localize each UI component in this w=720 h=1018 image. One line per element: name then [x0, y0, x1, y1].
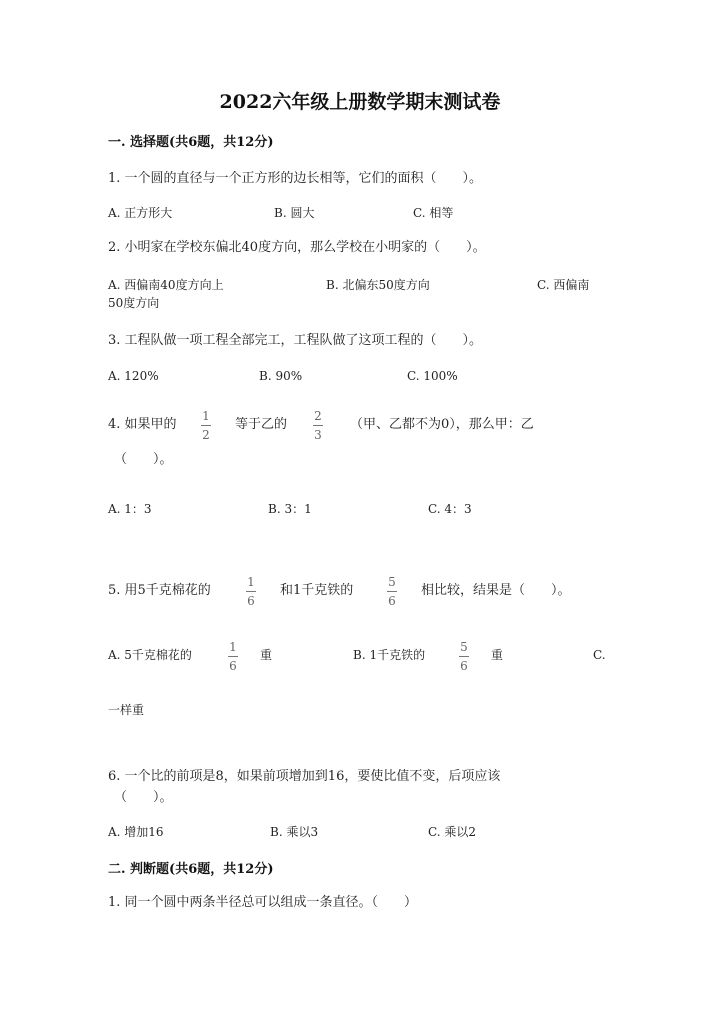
fraction-denominator: 2: [202, 428, 210, 442]
question-4-part-2: 等于乙的: [235, 417, 288, 432]
q2-option-c: C. 西偏南: [537, 278, 590, 292]
q5-fraction-2: [387, 576, 397, 607]
fraction-numerator: 1: [247, 575, 255, 589]
question-3: 3. 工程队做一项工程全部完工，工程队做了这项工程的（ ）。: [108, 333, 483, 348]
section-heading-choice: 一. 选择题(共6题，共12分): [108, 135, 274, 150]
q5-option-a-part-1: A. 5千克棉花的: [108, 648, 192, 662]
q4-option-b: B. 3：1: [268, 502, 312, 516]
judgement-question-1: 1. 同一个圆中两条半径总可以组成一条直径。（ ）: [108, 895, 418, 910]
question-4-part-3: （甲、乙都不为0），那么甲：乙: [350, 417, 534, 432]
q3-option-a: A. 120%: [108, 369, 159, 383]
fraction-numerator: 5: [388, 575, 396, 589]
q5-option-b-part-2: 重: [491, 648, 504, 662]
q4-option-c: C. 4：3: [428, 502, 472, 516]
question-5-part-2: 和1千克铁的: [280, 583, 354, 598]
q5-option-a-fraction: [228, 641, 238, 672]
q3-option-b: B. 90%: [259, 369, 303, 383]
page-title: 2022六年级上册数学期末测试卷: [219, 91, 501, 113]
fraction-numerator: 1: [202, 409, 210, 423]
q2-option-b: B. 北偏东50度方向: [326, 278, 430, 292]
q1-option-c: C. 相等: [413, 206, 454, 220]
q2-option-a: A. 西偏南40度方向上: [108, 278, 224, 292]
q4-option-a: A. 1：3: [108, 502, 152, 516]
q5-fraction-1: [246, 576, 256, 607]
q6-option-a: A. 增加16: [108, 825, 164, 839]
question-5-part-1: 5. 用5千克棉花的: [108, 583, 211, 598]
question-2: 2. 小明家在学校东偏北40度方向，那么学校在小明家的（ ）。: [108, 240, 486, 255]
fraction-denominator: 6: [247, 594, 255, 608]
question-6-continued: （ ）。: [114, 790, 173, 805]
q1-option-a: A. 正方形大: [108, 206, 173, 220]
question-1: 1. 一个圆的直径与一个正方形的边长相等，它们的面积（ ）。: [108, 171, 483, 186]
question-6: 6. 一个比的前项是8，如果前项增加到16，要使比值不变，后项应该: [108, 769, 501, 784]
section-heading-judgement: 二. 判断题(共6题，共12分): [108, 862, 274, 877]
fraction-numerator: 1: [229, 640, 237, 654]
q3-option-c: C. 100%: [407, 369, 458, 383]
q5-option-a-part-2: 重: [260, 648, 273, 662]
q1-option-b: B. 圆大: [274, 206, 315, 220]
q6-option-c: C. 乘以2: [428, 825, 477, 839]
fraction-denominator: 6: [460, 659, 468, 673]
fraction-denominator: 6: [388, 594, 396, 608]
q4-fraction-1: [201, 410, 211, 441]
fraction-denominator: 3: [314, 428, 322, 442]
fraction-numerator: 5: [460, 640, 468, 654]
fraction-denominator: 6: [229, 659, 237, 673]
q6-option-b: B. 乘以3: [270, 825, 319, 839]
question-4-continued: （ ）。: [114, 452, 173, 467]
q5-option-b-part-1: B. 1千克铁的: [353, 648, 426, 662]
question-5-part-3: 相比较，结果是（ ）。: [421, 583, 571, 598]
q2-option-c-continued: 50度方向: [108, 296, 160, 310]
question-4-part-1: 4. 如果甲的: [108, 417, 177, 432]
q4-fraction-2: [313, 410, 323, 441]
q5-option-c-continued: 一样重: [108, 703, 145, 717]
q5-option-b-fraction: [459, 641, 469, 672]
q5-option-c: C.: [593, 648, 606, 662]
fraction-numerator: 2: [314, 409, 322, 423]
